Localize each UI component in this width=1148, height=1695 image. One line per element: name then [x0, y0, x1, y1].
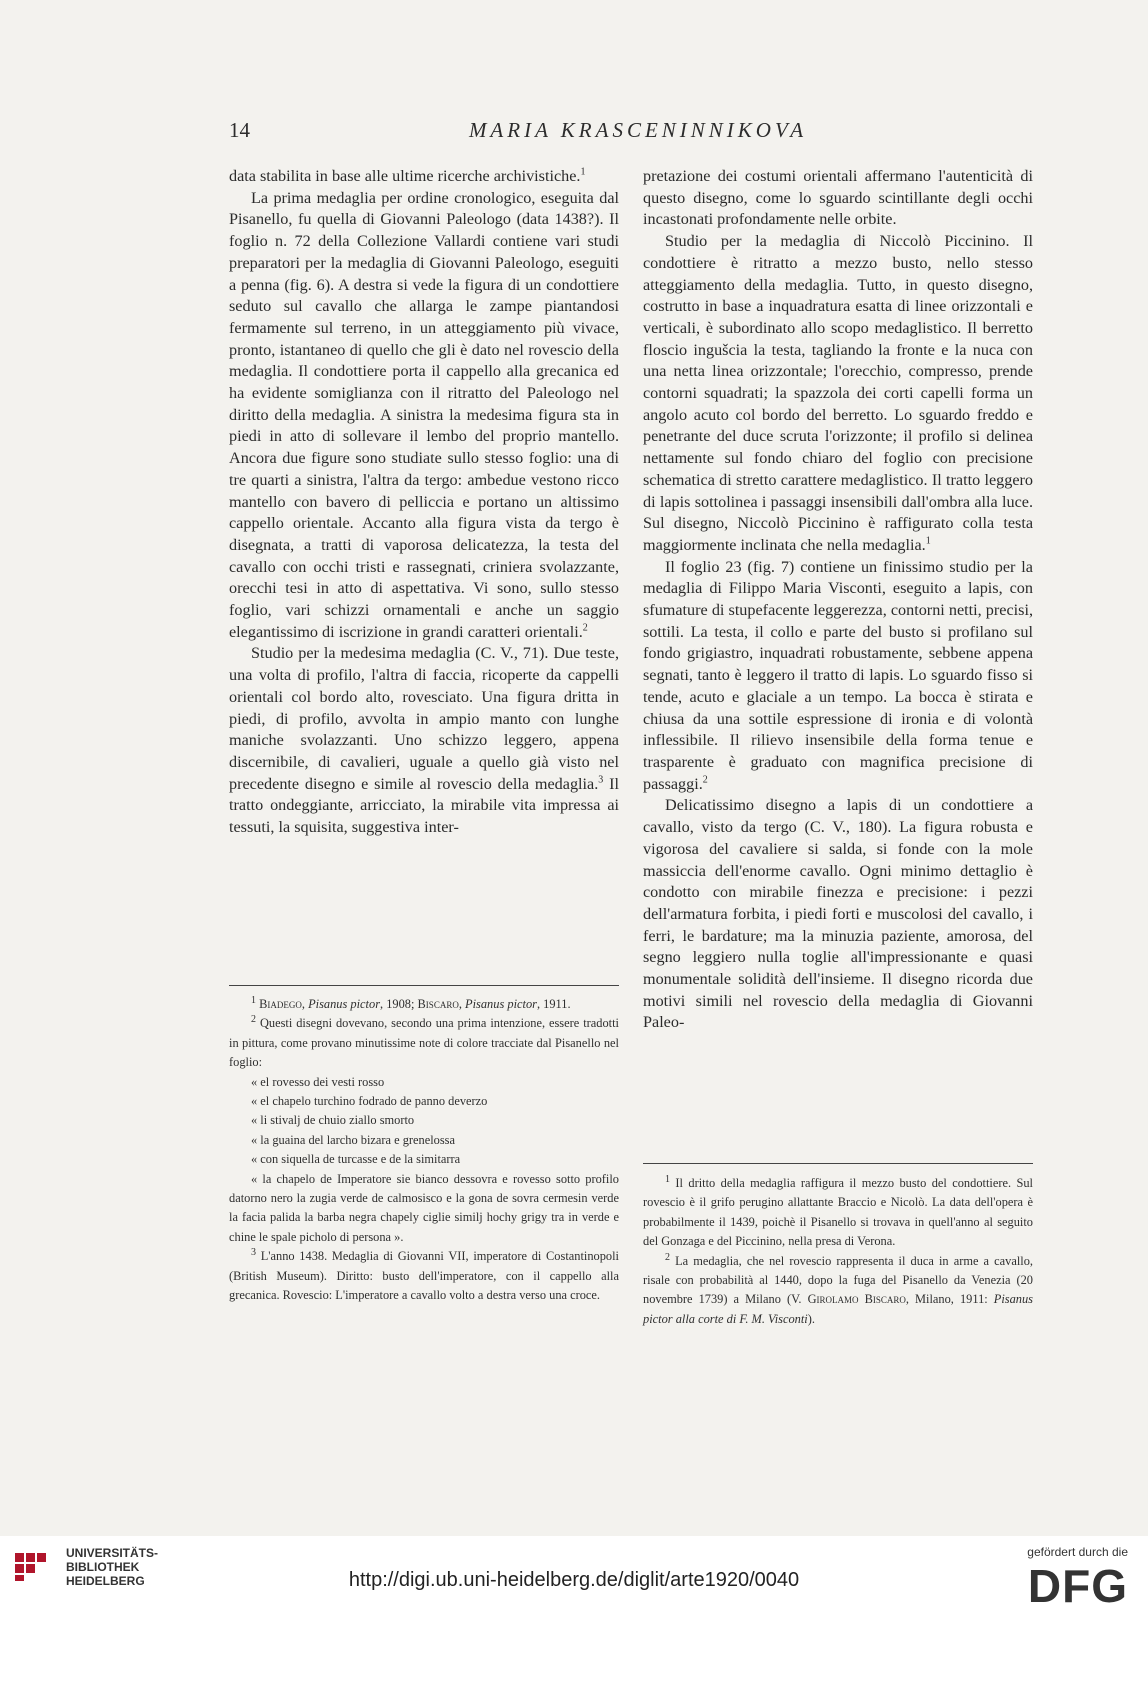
left-footnotes [229, 995, 619, 1306]
body-paragraph: La prima medaglia per ordine cronologico, eseguita dal Pisanello, fu quella di Giovanni Paleologo (data 1438?). Il foglio n. 72 della Collezione Vallardi contiene vari studi preparatori per la medaglia di Giovanni Paleologo, eseguiti a penna (fig. 6). A destra si vede la figura di un condottiere seduto sul cavallo che allarga le zampe piantandosi fermamente sul terreno, in un atteggiamento più vivace, pronto, istantaneo di quello che gli è dato nel rovescio della medaglia. Il condottiere porta il cappello alla grecanica ed ha evidente somiglianza con il ritratto del Paleologo nel diritto della medaglia. A sinistra la medesima figura sta in piedi in atto di sollevare il lembo del proprio mantello. Ancora due figure sono studiate sullo stesso foglio: una di tre quarti a sinistra, l'altra da tergo: ambedue vestono ricco mantello con bavero di pelliccia e portano un altissimo cappello orientale. Accanto alla figura vista da tergo è disegnata, a tratti di vaporosa delicatezza, la testa del cavallo con occhi tristi e rassegnati, criniera svolazzante, orecchi tesi in atto di aspettativa. Vi sono, sullo stesso foglio, vari schizzi ornamentali e anche un saggio elegantissimo di iscrizione in grandi caratteri orientali.$^2$ [229, 188, 619, 641]
body-paragraph: Studio per la medesima medaglia (C. V., 71). Due teste, una volta di profilo, l'altra di faccia, ricoperte da cappelli orientali col bordo alto, rovesciato. Una figura dritta in piedi, di profilo, avvolta in ampio manto con lunghe maniche svolazzanti. Uno schizzo leggero, appena discernibile, di cavalieri, uguale a quello già visto nel precedente disegno e simile al rovescio della medaglia.$^3$ Il tratto ondeggiante, arricciato, la mirabile vita impressa ai tessuti, la squisita, suggestiva inter- [229, 644, 620, 837]
left-column [229, 166, 619, 839]
footnote-divider [229, 985, 619, 986]
footnote-ref: 2 [702, 774, 708, 786]
footnote-ref: 3 [598, 774, 604, 786]
footnote-divider [643, 1163, 1033, 1164]
footnote: $^1$ Biadego, Pisanus pictor, 1908; Biscaro, Pisanus pictor, 1911. [251, 994, 571, 1011]
body-paragraph: pretazione dei costumi orientali affermano l'autenticità di questo disegno, come lo sguardo scintillante degli occhi incastonati profondamente nelle orbite. [643, 167, 1033, 229]
body-paragraph: Delicatissimo disegno a lapis di un condottiere a cavallo, visto da tergo (C. V., 180). La figura robusta e vigorosa del cavaliere si salda, si fonde con la mole massiccia dell'enorme cavallo. Ogni minimo dettaglio è condotto con mirabile finezza e precisione: i pezzi dell'armatura forbita, i piedi forti e muscolosi del cavallo, i ferri, le bardature; ma la minuzia paziente, amorosa, del segno leggiero nulla toglie all'impressionante e quasi monumentale solidità dell'insieme. Il disegno ricorda due motivi simili nel rovescio della medaglia di Giovanni Paleo- [643, 796, 1033, 1032]
page-number: 14 [229, 118, 250, 142]
funding-label: gefördert durch die [1027, 1545, 1128, 1559]
body-paragraph: Studio per la medaglia di Niccolò Piccinino. Il condottiere è ritratto a mezzo busto, nello stesso atteggiamento della medaglia. Tutto, in questo disegno, costrutto in base a inquadratura esatta di linee orizzontali e verticali, è subordinato allo scopo medaglistico. Il berretto floscio ingušcia la testa, tagliando la fronte e la nuca con una netta linea orizzontale; l'orecchio, compresso, prende contorni squadrati; la spazzola dei corti capelli forma un angolo acuto col bordo del berretto. Lo sguardo freddo e penetrante del duce scruta l'orizzonte; il profilo si delinea nettamente sul fondo chiaro del foglio con precisione schematica di stretto carattere medaglistico. Il tratto leggero di lapis sottolinea i passaggi insensibili dall'ombra alla luce. Sul disegno, Niccolò Piccinino è raffigurato colla testa maggiormente inclinata che nella medaglia.$^1$ [643, 232, 1033, 554]
footnote-ref: 1 [580, 166, 586, 178]
permalink-url[interactable]: http://digi.ub.uni-heidelberg.de/diglit/arte1920/0040 [348, 1569, 800, 1591]
footnote-quote: « la guaina del larcho bizara e grenelossa [251, 1132, 456, 1147]
footnote: $^2$ La medaglia, che nel rovescio rappresenta il duca in arme a cavallo, risale con probabilità al 1440, dopo la fuga del Pisanello da Venezia (20 novembre 1739) a Milano (V. Girolamo Biscaro, Milano, 1911: Pisanus pictor alla corte di F. M. Visconti). [643, 1251, 1034, 1326]
footnote: $^1$ Il dritto della medaglia raffigura il mezzo busto del condottiere. Sul rovescio è il grifo perugino allattante Braccio e Nicolò. La data dell'opera è probabilmente il 1439, poichè il Pisanello si trovava in quell'anno al seguito del Gonzaga e del Piccinino, nella presa di Verona. [643, 1173, 1033, 1249]
footnote-quote: « el rovesso dei vesti rosso [251, 1074, 385, 1089]
body-paragraph: data stabilita in base alle ultime ricerche archivistiche.$^1$ [229, 166, 586, 185]
footer-bar [0, 1536, 1148, 1695]
footnote: $^2$ Questi disegni dovevano, secondo una prima intenzione, essere tradotti in pittura, come provano minutissime note di colore tracciate dal Pisanello nel foglio: [229, 1014, 619, 1070]
right-footnotes [643, 1174, 1033, 1329]
dfg-logo: DFG [1027, 1560, 1128, 1612]
body-paragraph: Il foglio 23 (fig. 7) contiene un finissimo studio per la medaglia di Filippo Maria Visconti, eseguito a lapis, con sfumature di stupefacente leggerezza, contorni netti, precisi, sottili. La testa, il collo e parte del busto si profilano sul fondo grigiastro, inquadrati robustamente, sebbene appena segnati, tanto è leggero il tratto di lapis. Lo sguardo fisso si tende, acuto e glaciale a un tempo. La bocca è stirata e chiusa da una sottile espressione di ironia e di volontà inflessibile. Il rilievo insensibile della forma tenue e trasparente è graduato con magnifica precisione di passaggi.$^2$ [643, 557, 1033, 793]
right-column [643, 166, 1033, 1034]
running-title: MARIA KRASCENINNIKOVA [468, 118, 808, 142]
footnote-ref: 2 [582, 622, 588, 634]
footnote: $^3$ L'anno 1438. Medaglia di Giovanni VII, imperatore di Costantinopoli (British Museum). Diritto: busto dell'imperatore, con il cappello alla grecanica. Rovescio: L'imperatore a cavallo volto a destra verso una croce. [229, 1247, 620, 1303]
library-name: UNIVERSITÄTS- BIBLIOTHEK HEIDELBERG [66, 1546, 159, 1588]
footnote-quote: « con siquella de turcasse e de la simitarra [251, 1152, 461, 1167]
footnote-quote: « li stivalj de chuio ziallo smorto [251, 1113, 415, 1128]
footnote-ref: 1 [925, 535, 931, 547]
running-header [229, 118, 1047, 148]
footnote-quote: « la chapelo de Imperatore sie bianco dessovra e rovesso sotto profilo datorno nero la zugia verde de calmosisco e la gona de sovra cermesin verde la facia palida la barba negra chapely ciglie similj hochy grigy tra in verde e chine le spale picholo di persona ». [229, 1171, 619, 1244]
footnote-quote: « el chapelo turchino fodrado de panno deverzo [251, 1094, 488, 1109]
